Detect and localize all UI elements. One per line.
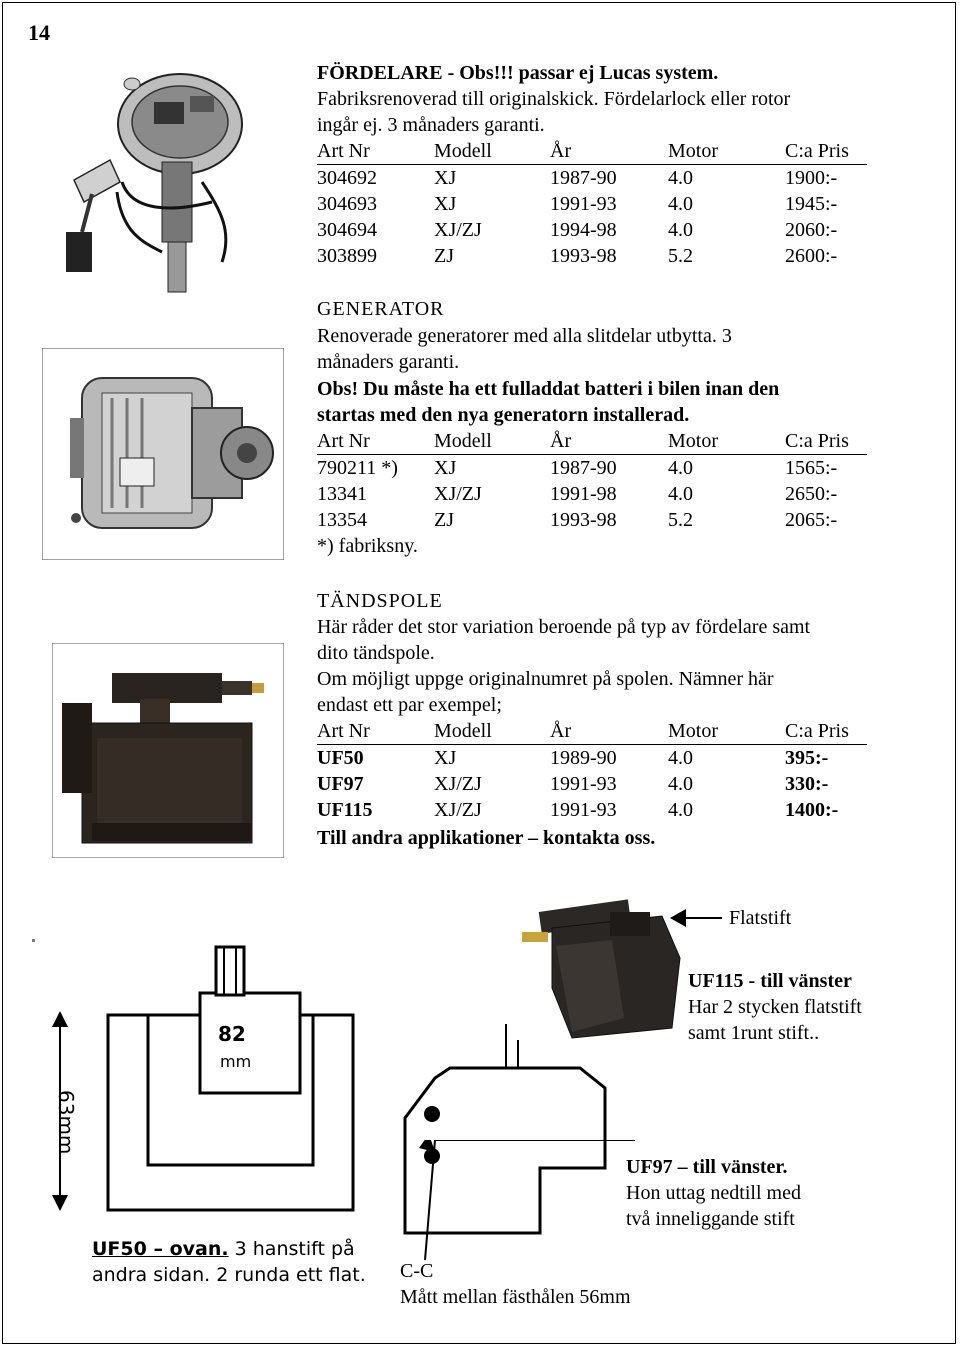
uf50-caption-line-2: andra sidan. 2 runda ett flat. <box>92 1264 366 1286</box>
page-number: 14 <box>28 20 50 45</box>
cell-pris: 2650:- <box>785 483 838 505</box>
tandspole-line-3: Om möjligt uppge originalnumret på spolen. Nämner här <box>317 668 774 690</box>
cell-modell: XJ <box>434 747 457 769</box>
cell-modell: XJ/ZJ <box>434 219 482 241</box>
col-pris: C:a Pris <box>785 140 849 162</box>
table-row <box>317 481 867 507</box>
cell-ar: 1991-93 <box>550 799 617 821</box>
cell-art-nr: 304694 <box>317 219 377 241</box>
col-pris: C:a Pris <box>785 430 849 452</box>
tandspole-line-4: endast ett par exempel; <box>317 694 502 716</box>
cell-art-nr: UF97 <box>317 773 364 795</box>
table-row <box>317 771 867 797</box>
cell-motor: 4.0 <box>668 457 693 479</box>
pointer-arrow-icon <box>405 1140 645 1280</box>
ignition-coil-photo <box>52 643 284 858</box>
cell-pris: 2060:- <box>785 219 838 241</box>
uf115-title: UF115 - till vänster <box>688 970 852 992</box>
cell-ar: 1994-98 <box>550 219 617 241</box>
generator-title: GENERATOR <box>317 298 445 320</box>
cell-ar: 1991-93 <box>550 193 617 215</box>
cell-ar: 1989-90 <box>550 747 617 769</box>
distributor-photo <box>62 62 252 302</box>
uf115-line-2: samt 1runt stift.. <box>688 1022 820 1044</box>
cell-art-nr: UF50 <box>317 747 364 769</box>
generator-obs-1: Obs! Du måste ha ett fulladdat batteri i bilen inan den <box>317 378 780 400</box>
cell-modell: XJ <box>434 193 457 215</box>
table-row <box>317 455 867 481</box>
cell-ar: 1991-98 <box>550 483 617 505</box>
col-art-nr: Art Nr <box>317 140 370 162</box>
uf97-title: UF97 – till vänster. <box>626 1156 788 1178</box>
cell-pris: 1400:- <box>785 799 839 821</box>
tandspole-header-row <box>317 718 867 745</box>
table-row <box>317 165 867 191</box>
table-row <box>317 797 867 823</box>
cell-motor: 5.2 <box>668 245 693 267</box>
uf50-width-label: 82 <box>218 1022 246 1046</box>
cell-pris: 2065:- <box>785 509 838 531</box>
cell-motor: 4.0 <box>668 167 693 189</box>
flatstift-label: Flatstift <box>729 907 792 929</box>
cell-art-nr: 304693 <box>317 193 377 215</box>
cc-text: Mått mellan fästhålen 56mm <box>400 1286 631 1308</box>
fordelare-title: FÖRDELARE - Obs!!! passar ej Lucas system. <box>317 62 719 84</box>
cell-modell: ZJ <box>434 509 454 531</box>
cell-pris: 1945:- <box>785 193 838 215</box>
cell-pris: 330:- <box>785 773 829 795</box>
cell-pris: 1900:- <box>785 167 838 189</box>
col-modell: Modell <box>434 430 492 452</box>
col-motor: Motor <box>668 720 718 742</box>
uf97-line-2: två inneliggande stift <box>626 1208 795 1230</box>
cell-ar: 1993-98 <box>550 509 617 531</box>
cc-label: C-C <box>400 1260 434 1282</box>
col-motor: Motor <box>668 140 718 162</box>
flatstift-arrow-icon <box>668 906 724 930</box>
col-ar: År <box>550 720 572 742</box>
col-art-nr: Art Nr <box>317 430 370 452</box>
cell-art-nr: 303899 <box>317 245 377 267</box>
col-modell: Modell <box>434 720 492 742</box>
generator-footnote: *) fabriksny. <box>317 535 418 557</box>
cell-pris: 1565:- <box>785 457 838 479</box>
table-row <box>317 191 867 217</box>
cell-art-nr: 13341 <box>317 483 367 505</box>
col-modell: Modell <box>434 140 492 162</box>
fordelare-line-2: ingår ej. 3 månaders garanti. <box>317 114 545 136</box>
table-row <box>317 217 867 243</box>
col-art-nr: Art Nr <box>317 720 370 742</box>
tandspole-line-1: Här råder det stor variation beroende på typ av fördelare samt <box>317 616 811 638</box>
cell-motor: 4.0 <box>668 219 693 241</box>
cell-motor: 4.0 <box>668 747 693 769</box>
cell-modell: XJ/ZJ <box>434 773 482 795</box>
cell-ar: 1993-98 <box>550 245 617 267</box>
cell-art-nr: 304692 <box>317 167 377 189</box>
table-row <box>317 507 867 533</box>
table-row <box>317 745 867 771</box>
uf115-line-1: Har 2 stycken flatstift <box>688 996 862 1018</box>
cell-motor: 4.0 <box>668 773 693 795</box>
cell-art-nr: 790211 *) <box>317 457 398 479</box>
tandspole-title: TÄNDSPOLE <box>317 590 443 612</box>
cell-motor: 4.0 <box>668 193 693 215</box>
cell-art-nr: 13354 <box>317 509 367 531</box>
fordelare-header-row <box>317 138 867 165</box>
generator-line-2: månaders garanti. <box>317 351 460 373</box>
uf50-caption-text: 3 hanstift på <box>228 1238 355 1260</box>
cell-pris: 2600:- <box>785 245 838 267</box>
cell-modell: XJ/ZJ <box>434 799 482 821</box>
cell-ar: 1987-90 <box>550 457 617 479</box>
fordelare-line-1: Fabriksrenoverad till originalskick. Fördelarlock eller rotor <box>317 88 791 110</box>
uf50-caption-title: UF50 – ovan. <box>92 1238 229 1260</box>
cell-modell: XJ/ZJ <box>434 483 482 505</box>
uf50-drawing <box>28 935 368 1235</box>
uf50-caption-line-1 <box>92 1238 355 1260</box>
cell-modell: ZJ <box>434 245 454 267</box>
generator-obs-2: startas med den nya generatorn installerad. <box>317 404 690 426</box>
col-ar: År <box>550 140 572 162</box>
generator-header-row <box>317 428 867 455</box>
cell-pris: 395:- <box>785 747 829 769</box>
col-pris: C:a Pris <box>785 720 849 742</box>
cell-motor: 5.2 <box>668 509 693 531</box>
cell-ar: 1987-90 <box>550 167 617 189</box>
col-motor: Motor <box>668 430 718 452</box>
cell-art-nr: UF115 <box>317 799 373 821</box>
col-ar: År <box>550 430 572 452</box>
uf115-coil-photo <box>512 898 682 1048</box>
tandspole-contact: Till andra applikationer – kontakta oss. <box>317 827 656 849</box>
tandspole-line-2: dito tändspole. <box>317 642 435 664</box>
uf97-line-1: Hon uttag nedtill med <box>626 1182 801 1204</box>
generator-line-1: Renoverade generatorer med alla slitdelar utbytta. 3 <box>317 325 732 347</box>
uf50-height-label: 63mm <box>54 1090 78 1155</box>
cell-motor: 4.0 <box>668 799 693 821</box>
cell-ar: 1991-93 <box>550 773 617 795</box>
cell-motor: 4.0 <box>668 483 693 505</box>
uf50-width-unit: mm <box>220 1052 252 1071</box>
generator-photo <box>42 348 284 560</box>
cell-modell: XJ <box>434 167 457 189</box>
cell-modell: XJ <box>434 457 457 479</box>
table-row <box>317 243 867 269</box>
